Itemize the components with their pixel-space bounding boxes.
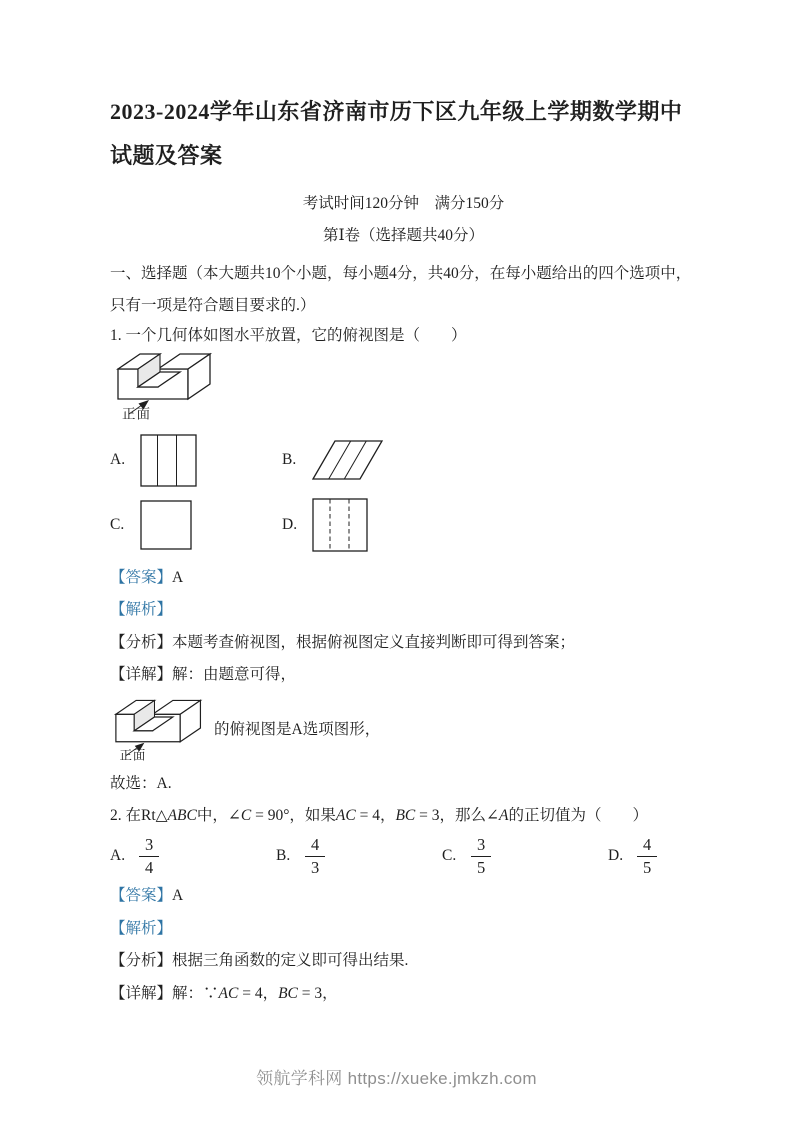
exam-meta: 考试时间120分钟 满分150分 xyxy=(302,194,505,212)
answer-label: 【答案】 xyxy=(110,887,173,905)
question-2-stem xyxy=(110,800,697,832)
q1-explain-label: 【解析】 xyxy=(110,601,173,619)
question-1-options xyxy=(110,434,697,552)
option-b-label: B. xyxy=(282,451,297,469)
q1-answer-value: A xyxy=(172,568,184,586)
q2-analysis: 【分析】根据三角函数的定义即可得出结果. xyxy=(110,952,409,970)
volume-heading: 第Ⅰ卷（选择题共40分） xyxy=(322,226,485,244)
fraction-denominator: 5 xyxy=(643,857,652,877)
text-segment: C xyxy=(240,806,252,824)
text-segment: = 3，那么∠ xyxy=(415,806,500,824)
text-segment: BC xyxy=(278,984,298,1002)
q1-option-c xyxy=(110,498,282,552)
q1-option-a xyxy=(110,434,282,487)
front-face-label: 正面 xyxy=(119,748,147,762)
q2-option-c xyxy=(442,835,608,878)
q2-explain-label: 【解析】 xyxy=(110,919,173,937)
q1-detail-after-figure: 的俯视图是A选项图形， xyxy=(214,720,381,738)
fraction-numerator: 3 xyxy=(139,835,159,857)
question-1-solution xyxy=(110,562,697,692)
section-intro: 一、选择题（本大题共10个小题，每小题4分，共40分，在每小题给出的四个选项中，只有一项是符合题目要求的.） xyxy=(110,264,692,314)
q1-detail-intro: 【详解】解：由题意可得， xyxy=(110,666,297,684)
q2-option-d xyxy=(608,835,657,878)
question-2-options xyxy=(110,835,697,878)
fraction-denominator: 5 xyxy=(477,857,486,877)
option-d-label: D. xyxy=(608,847,624,865)
text-segment: BC xyxy=(395,806,416,824)
option-a-label: A. xyxy=(110,451,126,469)
option-b-label: B. xyxy=(276,847,291,865)
text-segment: 的正切值为（ ） xyxy=(508,806,648,824)
q2-answer-value: A xyxy=(172,887,184,905)
q2-detail-intro xyxy=(110,978,697,1011)
fraction-denominator: 4 xyxy=(145,857,154,877)
q1-conclusion: 故选：A. xyxy=(110,774,172,792)
text-segment: 2. 在Rt△ xyxy=(110,806,168,824)
option-a-label: A. xyxy=(110,847,126,865)
fraction-denominator: 3 xyxy=(311,857,320,877)
page-content xyxy=(0,90,793,1010)
text-segment: = 3， xyxy=(297,984,338,1002)
fraction-numerator: 4 xyxy=(305,835,325,857)
text-segment: = 90°，如果 xyxy=(251,806,336,824)
option-d-label: D. xyxy=(282,515,298,533)
text-segment: = 4， xyxy=(355,806,396,824)
q1-option-d xyxy=(282,498,384,552)
fraction-numerator: 4 xyxy=(637,835,657,857)
text-segment: = 4， xyxy=(238,984,279,1002)
fraction-four-fifths xyxy=(637,835,657,878)
front-face-label: 正面 xyxy=(122,406,151,421)
text-segment: ABC xyxy=(167,806,197,824)
option-d-figure-rect-dashed-lines xyxy=(312,498,368,552)
option-c-label: C. xyxy=(110,515,125,533)
fraction-four-thirds xyxy=(305,835,325,878)
option-b-figure-parallelogram xyxy=(312,440,384,480)
question-1-stem: 1. 一个几何体如图水平放置，它的俯视图是（ ） xyxy=(110,326,467,344)
question-2-solution xyxy=(110,880,697,1010)
text-segment: AC xyxy=(218,984,239,1002)
fraction-three-fourths xyxy=(139,835,159,878)
text-segment: 【详解】解：∵ xyxy=(110,984,219,1002)
option-a-figure-rect-solid-lines xyxy=(140,434,197,487)
title-line-2: 试题及答案 xyxy=(110,143,223,168)
document-title xyxy=(110,90,697,178)
q2-option-b xyxy=(276,835,442,878)
q2-answer-line xyxy=(110,880,697,913)
option-c-figure-square xyxy=(140,500,192,550)
fraction-numerator: 3 xyxy=(471,835,491,857)
text-segment: 中，∠ xyxy=(196,806,241,824)
q2-option-a xyxy=(110,835,276,878)
answer-label: 【答案】 xyxy=(110,568,173,586)
solid-figure-svg-small xyxy=(114,694,206,762)
fraction-three-fifths xyxy=(471,835,491,878)
text-segment: A xyxy=(499,806,509,824)
question-1-figure xyxy=(116,347,697,426)
q1-answer-line xyxy=(110,562,697,595)
option-c-label: C. xyxy=(442,847,457,865)
q1-detail-figure-row xyxy=(114,694,697,762)
q1-analysis: 【分析】本题考查俯视图，根据俯视图定义直接判断即可得到答案； xyxy=(110,633,576,651)
title-line-1: 2023-2024学年山东省济南市历下区九年级上学期数学期中 xyxy=(110,99,683,124)
solid-figure-svg xyxy=(116,347,216,421)
q1-option-b xyxy=(282,434,384,487)
site-watermark: 领航学科网 https://xueke.jmkzh.com xyxy=(256,1069,537,1088)
text-segment: AC xyxy=(335,806,356,824)
